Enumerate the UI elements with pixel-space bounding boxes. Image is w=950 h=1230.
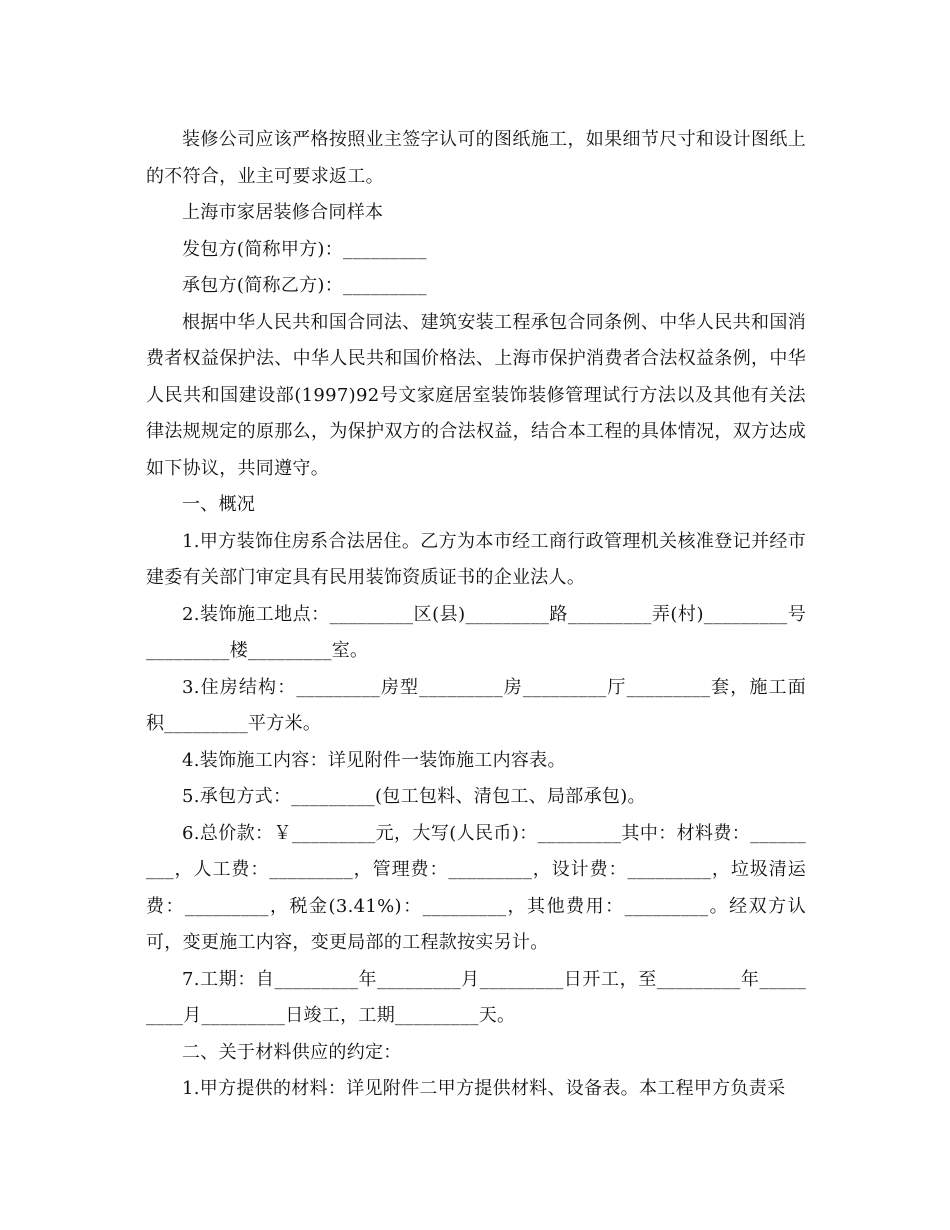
contract-title: 上海市家居装修合同样本	[182, 202, 384, 223]
section-heading-overview: 一、概况	[182, 494, 256, 515]
clause-2-1: 1.甲方提供的材料：详见附件二甲方提供材料、设备表。本工程甲方负责采	[182, 1078, 786, 1099]
clause-1-5: 5.承包方式：_________(包工包料、清包工、局部承包)。	[182, 786, 646, 807]
section-heading-materials: 二、关于材料供应的约定：	[182, 1041, 402, 1063]
clause-1-6: 6.总价款：￥_________元，大写(人民币)：_________其中：材料费：_________，人工费：_________，管理费：_________，设计费：_________，垃圾清运费：_________，税金(3.41%)：_________，其他费用：_________。经双方认可，变更施工内容，变更局部的工程款按实另计。	[146, 822, 806, 953]
party-b-line: 承包方(简称乙方)：_________	[182, 275, 427, 296]
clause-1-2: 2.装饰施工地点：_________区(县)_________路_________弄(村)_________号_________楼_________室。	[146, 603, 806, 661]
clause-1-1: 1.甲方装饰住房系合法居住。乙方为本市经工商行政管理机关核准登记并经市建委有关部门审定具有民用装饰资质证书的企业法人。	[146, 530, 806, 588]
clause-1-3: 3.住房结构：_________房型_________房_________厅_________套，施工面积_________平方米。	[146, 676, 806, 734]
legal-basis-paragraph: 根据中华人民共和国合同法、建筑安装工程承包合同条例、中华人民共和国消费者权益保护法、中华人民共和国价格法、上海市保护消费者合法权益条例，中华人民共和国建设部(1997)92号文家庭居室装饰装修管理试行方法以及其他有关法律法规规定的原那么，为保护双方的合法权益，结合本工程的具体情况，双方达成如下协议，共同遵守。	[146, 311, 806, 479]
party-a-line: 发包方(简称甲方)：_________	[182, 238, 427, 260]
intro-paragraph: 装修公司应该严格按照业主签字认可的图纸施工，如果细节尺寸和设计图纸上的不符合，业主可要求返工。	[146, 129, 806, 187]
document-page	[146, 122, 806, 1108]
clause-1-4: 4.装饰施工内容：详见附件一装饰施工内容表。	[182, 749, 566, 771]
clause-1-7: 7.工期：自_________年_________月_________日开工，至_________年_________月_________日竣工，工期_________天。	[146, 968, 806, 1026]
